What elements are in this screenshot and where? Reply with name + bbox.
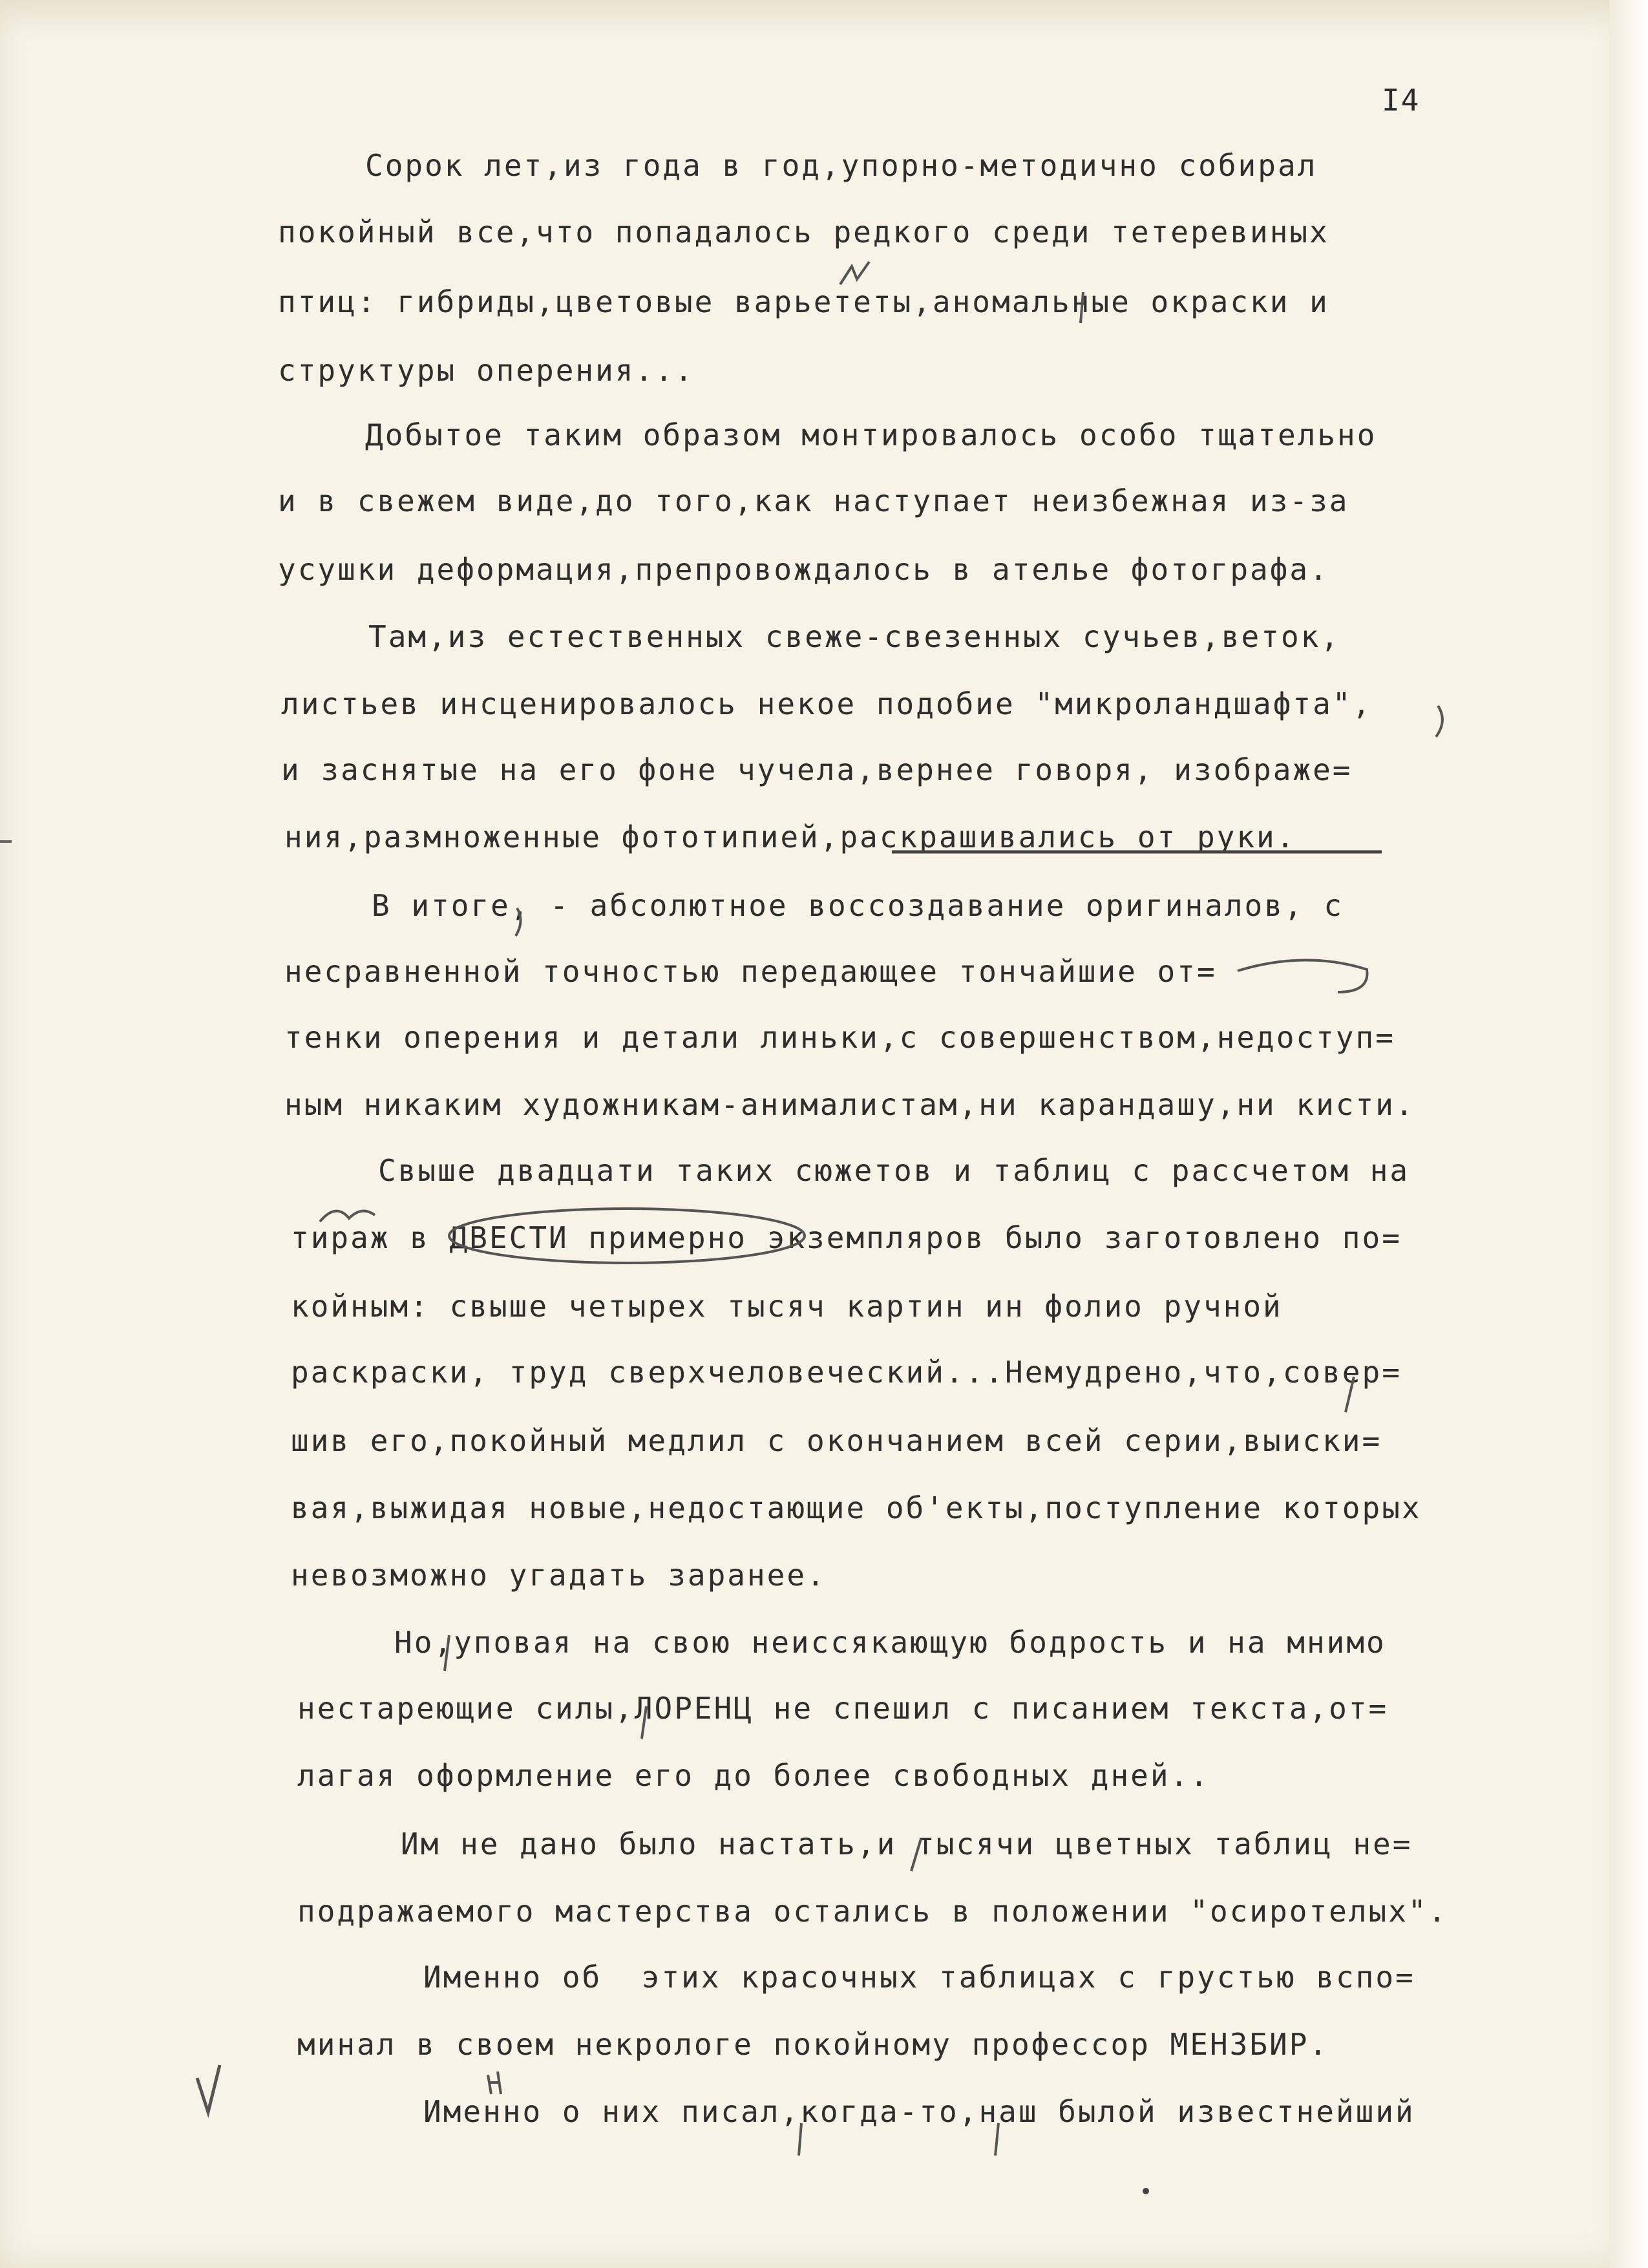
text-line: и заснятые на его фоне чучела,вернее говоря, изображе=	[281, 752, 1353, 787]
text-line: В итоге, - абсолютное воссоздавание оригиналов, с	[372, 888, 1344, 923]
text-line: птиц: гибриды,цветовые варьететы,аномальные окраски и	[278, 284, 1329, 319]
text-line: покойный все,что попадалось редкого среди тетеревиных	[278, 215, 1329, 249]
text-line: вая,выжидая новые,недостающие об'екты,поступление которых	[291, 1490, 1422, 1525]
text-line: Именно об этих красочных таблицах с грустью вспо=	[423, 1960, 1415, 1995]
text-line: минал в своем некрологе покойному профессор МЕНЗБИР.	[297, 2027, 1329, 2062]
text-line: и в свежем виде,до того,как наступает неизбежная из-за	[278, 483, 1349, 518]
text-line: Свыше двадцати таких сюжетов и таблиц с рассчетом на	[378, 1153, 1410, 1188]
text-line: Именно о них писал,когда-то,наш былой известнейший	[423, 2094, 1415, 2129]
text-line: невозможно угадать заранее.	[291, 1558, 827, 1593]
text-line: структуры оперения...	[278, 353, 695, 388]
text-line: шив его,покойный медлил с окончанием всей серии,выиски=	[291, 1423, 1382, 1458]
text-line: нестареющие силы,ЛОРЕНЦ не спешил с писанием текста,от=	[297, 1691, 1389, 1726]
text-line: тенки оперения и детали линьки,с совершенством,недоступ=	[284, 1020, 1395, 1055]
text-line: ным никаким художникам-анималистам,ни карандашу,ни кисти.	[284, 1087, 1415, 1122]
text-line: Но,уповая на свою неиссякающую бодрость и на мнимо	[394, 1625, 1386, 1660]
text-line: подражаемого мастерства остались в положении "осиротелых".	[297, 1894, 1448, 1929]
text-line: тираж в ДВЕСТИ примерно экземпляров было заготовлено по=	[291, 1220, 1402, 1255]
text-line: листьев инсценировалось некое подобие "микроландшафта",	[281, 686, 1373, 721]
text-line: несравненной точностью передающее тончайшие от=	[284, 954, 1217, 989]
page-number: I4	[1382, 83, 1421, 118]
text-line: раскраски, труд сверхчеловеческий...Немудрено,что,совер=	[291, 1355, 1402, 1390]
text-line: Сорок лет,из года в год,упорно-методично собирал	[365, 148, 1318, 183]
text-line: койным: свыше четырех тысяч картин ин фолио ручной	[291, 1289, 1283, 1324]
text-line: Им не дано было настать,и тысячи цветных таблиц не=	[401, 1827, 1413, 1861]
text-line: Добытое таким образом монтировалось особо тщательно	[365, 418, 1377, 452]
text-line: Там,из естественных свеже-свезенных сучьев,веток,	[368, 619, 1341, 654]
text-line: ния,размноженные фототипией,раскрашивались от руки.	[284, 820, 1296, 854]
text-line: усушки деформация,препровождалось в ателье фотографа.	[278, 552, 1329, 587]
text-line: лагая оформление его до более свободных дней..	[297, 1758, 1210, 1793]
